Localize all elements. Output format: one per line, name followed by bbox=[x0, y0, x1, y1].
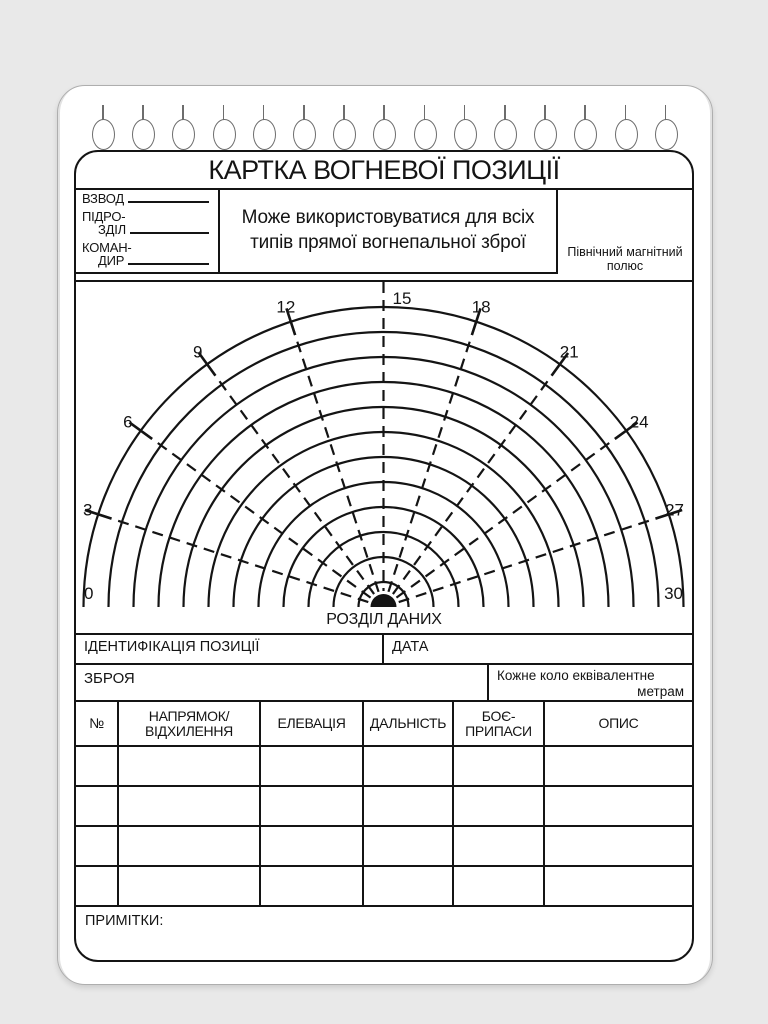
table-row bbox=[76, 747, 692, 787]
table-cell[interactable] bbox=[76, 787, 119, 825]
table-cell[interactable] bbox=[76, 827, 119, 865]
date-label: ДАТА bbox=[392, 639, 429, 655]
table-cell[interactable] bbox=[454, 787, 545, 825]
table-cell[interactable] bbox=[119, 827, 261, 865]
table-row bbox=[76, 827, 692, 867]
direction-label: 21 bbox=[559, 342, 579, 362]
subunit-label-top: ПІДРО- bbox=[82, 209, 126, 224]
col-header-direction: НАПРЯМОК/ ВІДХИЛЕННЯ bbox=[119, 702, 261, 745]
table-cell[interactable] bbox=[454, 747, 545, 785]
table-cell[interactable] bbox=[364, 787, 454, 825]
date-field[interactable] bbox=[384, 635, 692, 663]
platoon-label: ВЗВОД bbox=[82, 191, 124, 206]
direction-label: 30 bbox=[664, 584, 683, 603]
col-header-ammo: БОЄ- ПРИПАСИ bbox=[454, 702, 545, 745]
table-cell[interactable] bbox=[119, 787, 261, 825]
table-cell[interactable] bbox=[454, 867, 545, 905]
direction-label: 18 bbox=[471, 297, 491, 317]
table-cell[interactable] bbox=[545, 867, 692, 905]
ring-equivalence-field[interactable]: Кожне коло еквівалентне метрам bbox=[497, 668, 684, 699]
direction-label: 6 bbox=[123, 412, 133, 432]
identification-row bbox=[76, 635, 692, 665]
spiral-ring bbox=[534, 119, 557, 150]
direction-label: 27 bbox=[665, 500, 684, 520]
spiral-ring bbox=[454, 119, 477, 150]
spiral-binding bbox=[92, 100, 678, 150]
table-cell[interactable] bbox=[545, 827, 692, 865]
direction-label: 15 bbox=[392, 289, 412, 308]
table-cell[interactable] bbox=[261, 747, 364, 785]
table-row bbox=[76, 787, 692, 827]
spiral-ring bbox=[655, 119, 678, 150]
usage-note: Може використовуватися для всіх типів прямої вогнепальної зброї bbox=[220, 188, 558, 274]
commander-input-line[interactable] bbox=[128, 263, 209, 265]
subunit-field bbox=[82, 223, 211, 236]
table-cell[interactable] bbox=[76, 747, 119, 785]
spiral-ring bbox=[213, 119, 236, 150]
notepad-page bbox=[57, 85, 713, 985]
table-row bbox=[76, 867, 692, 907]
spiral-ring bbox=[172, 119, 195, 150]
sector-range-fan-chart[interactable] bbox=[76, 282, 692, 607]
spiral-ring bbox=[574, 119, 597, 150]
spiral-ring bbox=[253, 119, 276, 150]
table-cell[interactable] bbox=[261, 867, 364, 905]
spiral-ring bbox=[414, 119, 437, 150]
table-cell[interactable] bbox=[364, 867, 454, 905]
subunit-label: ЗДІЛ bbox=[98, 222, 126, 237]
spiral-ring bbox=[293, 119, 316, 150]
card-title: КАРТКА ВОГНЕВОЇ ПОЗИЦІЇ bbox=[76, 152, 692, 190]
weapon-label: ЗБРОЯ bbox=[84, 670, 135, 687]
platoon-input-line[interactable] bbox=[128, 201, 209, 203]
direction-label: 24 bbox=[629, 412, 649, 432]
header-info-row bbox=[76, 188, 692, 282]
spiral-ring bbox=[132, 119, 155, 150]
commander-label-top: КОМАН- bbox=[82, 240, 132, 255]
table-cell[interactable] bbox=[545, 747, 692, 785]
weapon-row bbox=[76, 665, 692, 702]
table-cell[interactable] bbox=[364, 747, 454, 785]
spiral-ring bbox=[615, 119, 638, 150]
col-header-number: № bbox=[76, 702, 119, 745]
fire-position-card-form bbox=[74, 150, 694, 962]
col-header-range: ДАЛЬНІСТЬ bbox=[364, 702, 454, 745]
unit-info-box bbox=[76, 188, 220, 274]
commander-label: ДИР bbox=[98, 253, 125, 268]
direction-label: 9 bbox=[193, 342, 203, 362]
table-cell[interactable] bbox=[545, 787, 692, 825]
table-cell[interactable] bbox=[364, 827, 454, 865]
north-pole-label: Північний магнітний полюс bbox=[567, 245, 683, 273]
table-body bbox=[76, 747, 692, 907]
col-header-elevation: ЕЛЕВАЦІЯ bbox=[261, 702, 364, 745]
subunit-input-line[interactable] bbox=[130, 232, 209, 234]
commander-field bbox=[82, 254, 211, 267]
spiral-ring bbox=[494, 119, 517, 150]
table-cell[interactable] bbox=[261, 827, 364, 865]
table-cell[interactable] bbox=[454, 827, 545, 865]
table-header-row bbox=[76, 702, 692, 747]
table-cell[interactable] bbox=[261, 787, 364, 825]
platoon-field bbox=[82, 192, 211, 205]
targets-table bbox=[76, 702, 692, 907]
spiral-ring bbox=[333, 119, 356, 150]
col-header-description: ОПИС bbox=[598, 715, 639, 731]
table-cell[interactable] bbox=[76, 867, 119, 905]
notes-label: ПРИМІТКИ: bbox=[85, 913, 164, 929]
table-cell[interactable] bbox=[119, 867, 261, 905]
position-id-field[interactable] bbox=[76, 635, 384, 663]
weapon-field[interactable] bbox=[76, 665, 489, 700]
notes-field[interactable] bbox=[76, 907, 692, 960]
direction-label: 3 bbox=[83, 500, 93, 520]
direction-label: 0 bbox=[84, 584, 94, 603]
direction-label: 12 bbox=[276, 297, 296, 317]
data-section-header: РОЗДІЛ ДАНИХ bbox=[76, 607, 692, 635]
spiral-ring bbox=[92, 119, 115, 150]
spiral-ring bbox=[373, 119, 396, 150]
position-id-label: ІДЕНТИФІКАЦІЯ ПОЗИЦІЇ bbox=[84, 639, 260, 655]
table-cell[interactable] bbox=[119, 747, 261, 785]
